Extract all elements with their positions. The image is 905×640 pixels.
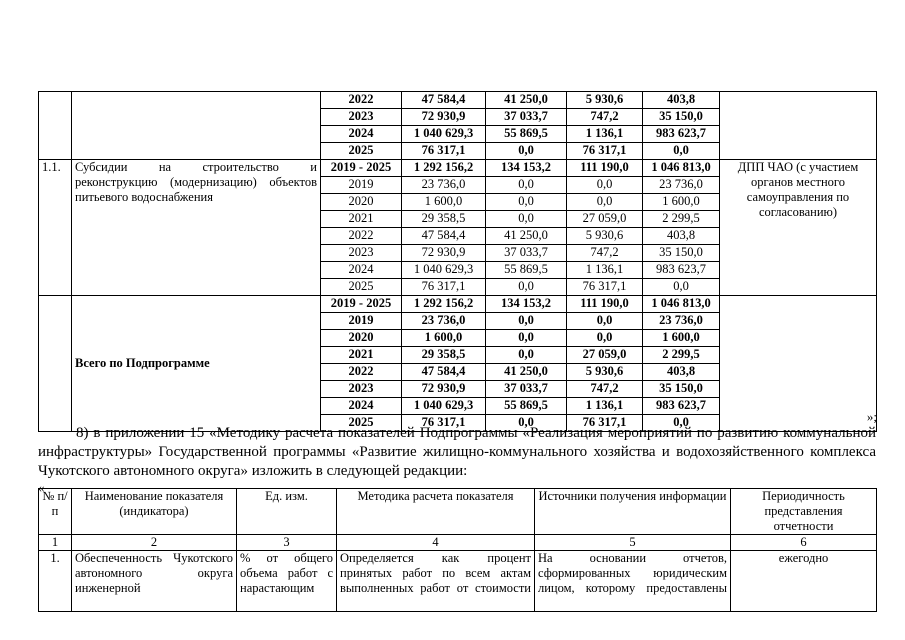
value-cell: 0,0 [567,330,643,347]
summary-num-cell [39,296,72,432]
header-cell: Источники получения информации [535,489,731,535]
value-cell: 47 584,4 [402,228,486,245]
value-cell: 111 190,0 [567,296,643,313]
value-cell: 72 930,9 [402,109,486,126]
column-number: 3 [237,535,337,551]
year-cell: 2022 [321,92,402,109]
value-cell: 76 317,1 [567,279,643,296]
value-cell: 76 317,1 [402,143,486,160]
header-cell: № п/п [39,489,72,535]
value-cell: 35 150,0 [643,245,720,262]
column-number: 6 [731,535,877,551]
closing-quote: »; [866,409,877,424]
value-cell: 0,0 [567,177,643,194]
year-cell: 2019 - 2025 [321,160,402,177]
value-cell: 29 358,5 [402,211,486,228]
value-cell: 55 869,5 [486,398,567,415]
value-cell: 23 736,0 [402,313,486,330]
value-cell: 2 299,5 [643,347,720,364]
value-cell: 1 136,1 [567,262,643,279]
funding-table [38,91,877,432]
value-cell: 55 869,5 [486,262,567,279]
value-cell: 0,0 [486,415,567,432]
value-cell: 134 153,2 [486,296,567,313]
value-cell: 0,0 [486,194,567,211]
methodology-table [38,488,877,612]
value-cell: 5 930,6 [567,228,643,245]
value-cell: 76 317,1 [402,415,486,432]
value-cell: 0,0 [486,143,567,160]
year-cell: 2024 [321,262,402,279]
value-cell: 35 150,0 [643,381,720,398]
indicator-name: Обеспеченность Чукотского автономного округа инженерной [72,551,237,612]
header-row [39,489,877,535]
value-cell: 76 317,1 [567,415,643,432]
info-source: На основании отчетов, сформированных юридическим лицом, которому предоставлены [535,551,731,612]
year-cell: 2021 [321,347,402,364]
value-cell: 2 299,5 [643,211,720,228]
value-cell: 1 600,0 [643,330,720,347]
item-number: 1.1. [39,160,72,296]
row-number: 1. [39,551,72,612]
value-cell: 29 358,5 [402,347,486,364]
value-cell: 1 040 629,3 [402,262,486,279]
calculation-method: Определяется как процент принятых работ по всем актам выполненных работ от стоимости [337,551,535,612]
value-cell: 0,0 [486,211,567,228]
value-cell: 76 317,1 [402,279,486,296]
header-cell: Периодичность представления отчетности [731,489,877,535]
amendment-paragraph: 8) в приложении 15 «Методику расчета показателей Подпрограммы «Реализация мероприятий по развитию коммунальной инфраструктуры» Государственной программы «Развитие жилищно-коммунального хозяйства и водохозяйственного комплекса Чукотского автономного округа» изложить в следующей редакции: [38,425,876,479]
column-number: 4 [337,535,535,551]
item-name: Субсидии на строительство и реконструкцию (модернизацию) объектов питьевого водоснабжения [72,160,321,296]
header-cell: Ед. изм. [237,489,337,535]
value-cell: 41 250,0 [486,228,567,245]
value-cell: 0,0 [486,330,567,347]
value-cell: 1 600,0 [402,194,486,211]
year-cell: 2020 [321,194,402,211]
year-cell: 2023 [321,109,402,126]
value-cell: 0,0 [567,194,643,211]
value-cell: 403,8 [643,228,720,245]
opening-quote: « [38,480,45,495]
value-cell: 23 736,0 [643,177,720,194]
value-cell: 72 930,9 [402,245,486,262]
value-cell: 37 033,7 [486,381,567,398]
column-number-row [39,535,877,551]
value-cell: 1 040 629,3 [402,126,486,143]
value-cell: 47 584,4 [402,92,486,109]
reporting-period: ежегодно [731,551,877,612]
value-cell: 1 600,0 [402,330,486,347]
table-row [39,92,877,109]
value-cell: 55 869,5 [486,126,567,143]
column-number: 2 [72,535,237,551]
executor: ДПП ЧАО (с участием органов местного самоуправления по согласованию) [720,160,877,296]
value-cell: 47 584,4 [402,364,486,381]
value-cell: 403,8 [643,364,720,381]
value-cell: 0,0 [486,177,567,194]
value-cell: 0,0 [486,347,567,364]
value-cell: 983 623,7 [643,262,720,279]
value-cell: 983 623,7 [643,398,720,415]
value-cell: 983 623,7 [643,126,720,143]
value-cell: 0,0 [486,313,567,330]
value-cell: 1 046 813,0 [643,296,720,313]
value-cell: 0,0 [643,143,720,160]
value-cell: 41 250,0 [486,364,567,381]
value-cell: 35 150,0 [643,109,720,126]
value-cell: 1 040 629,3 [402,398,486,415]
value-cell: 5 930,6 [567,364,643,381]
table-row [39,296,877,313]
value-cell: 27 059,0 [567,347,643,364]
value-cell: 5 930,6 [567,92,643,109]
continuation-executor-cell [720,92,877,160]
year-cell: 2020 [321,330,402,347]
year-cell: 2022 [321,364,402,381]
value-cell: 747,2 [567,109,643,126]
value-cell: 134 153,2 [486,160,567,177]
column-number: 5 [535,535,731,551]
column-number: 1 [39,535,72,551]
value-cell: 1 600,0 [643,194,720,211]
continuation-name-cell [72,92,321,160]
year-cell: 2025 [321,143,402,160]
value-cell: 0,0 [486,279,567,296]
value-cell: 0,0 [643,279,720,296]
year-cell: 2019 [321,177,402,194]
value-cell: 41 250,0 [486,92,567,109]
value-cell: 72 930,9 [402,381,486,398]
value-cell: 37 033,7 [486,109,567,126]
year-cell: 2023 [321,245,402,262]
value-cell: 76 317,1 [567,143,643,160]
value-cell: 23 736,0 [402,177,486,194]
table-row [39,160,877,177]
value-cell: 1 136,1 [567,126,643,143]
year-cell: 2025 [321,279,402,296]
value-cell: 0,0 [643,415,720,432]
value-cell: 0,0 [567,313,643,330]
value-cell: 23 736,0 [643,313,720,330]
year-cell: 2025 [321,415,402,432]
unit: % от общего объема работ с нарастающим [237,551,337,612]
year-cell: 2021 [321,211,402,228]
year-cell: 2019 [321,313,402,330]
table-row [39,551,877,612]
value-cell: 37 033,7 [486,245,567,262]
value-cell: 1 046 813,0 [643,160,720,177]
value-cell: 1 292 156,2 [402,296,486,313]
summary-label: Всего по Подпрограмме [72,296,321,432]
year-cell: 2019 - 2025 [321,296,402,313]
value-cell: 747,2 [567,245,643,262]
continuation-num-cell [39,92,72,160]
header-cell: Наименование показателя (индикатора) [72,489,237,535]
value-cell: 1 292 156,2 [402,160,486,177]
summary-executor-cell [720,296,877,432]
value-cell: 111 190,0 [567,160,643,177]
year-cell: 2022 [321,228,402,245]
year-cell: 2024 [321,126,402,143]
value-cell: 403,8 [643,92,720,109]
header-cell: Методика расчета показателя [337,489,535,535]
value-cell: 27 059,0 [567,211,643,228]
value-cell: 1 136,1 [567,398,643,415]
year-cell: 2023 [321,381,402,398]
value-cell: 747,2 [567,381,643,398]
year-cell: 2024 [321,398,402,415]
